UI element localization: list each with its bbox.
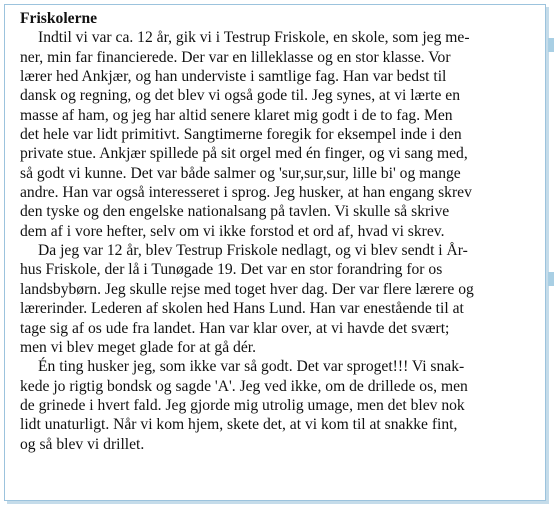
text-line: Én ting husker jeg, som ikke var så godt. Det var sproget!!! Vi snak- bbox=[38, 358, 465, 376]
text-line: ner, min far financierede. Der var en lilleklasse og en stor klasse. Vor bbox=[20, 48, 451, 66]
text-line: Indtil vi var ca. 12 år, gik vi i Testrup Friskole, en skole, som jeg me- bbox=[38, 29, 470, 47]
text-line: den tyske og den engelske nationalsang på tavlen. Vi skulle så skrive bbox=[20, 203, 450, 221]
text-line: og så blev vi drillet. bbox=[20, 435, 145, 453]
text-line: men vi blev meget glade for at gå dér. bbox=[20, 338, 256, 356]
text-line: private stue. Ankjær spillede på sit orgel med én finger, og vi sang med, bbox=[20, 145, 468, 163]
edge-mark bbox=[548, 272, 554, 286]
text-line: lærerinder. Lederen af skolen hed Hans Lund. Han var enestående til at bbox=[20, 300, 464, 318]
text-line: masse af ham, og jeg har altid senere klaret mig godt i de to fag. Men bbox=[20, 106, 453, 124]
text-line: så godt vi kunne. Det var både salmer og 'sur,sur,sur, lille bi' og mange bbox=[20, 164, 461, 182]
text-line: lidt unaturligt. Når vi kom hjem, skete det, at vi kom til at snakke fint, bbox=[20, 416, 458, 434]
text-line: hus Friskole, der lå i Tunøgade 19. Det var en stor forandring for os bbox=[20, 261, 443, 279]
text-line: tage sig af os ude fra landet. Han var klar over, at vi havde det svært; bbox=[20, 319, 450, 337]
text-line: landsbybørn. Jeg skulle rejse med toget hver dag. Der var flere lærere og bbox=[20, 280, 474, 298]
edge-mark bbox=[548, 38, 554, 52]
text-line: de grinede i hvert fald. Jeg gjorde mig utrolig umage, men det blev nok bbox=[20, 396, 465, 414]
article-text bbox=[20, 9, 535, 454]
text-line: lærer hed Ankjær, og han underviste i samtlige fag. Han var bedst til bbox=[20, 68, 447, 86]
article-title: Friskolerne bbox=[20, 10, 98, 27]
text-line: det hele var lidt primitivt. Sangtimerne foregik for eksempel inde i den bbox=[20, 126, 462, 144]
text-line: andre. Han var også interesseret i sprog. Jeg husker, at han engang skrev bbox=[20, 184, 472, 202]
text-line: kede jo rigtig bondsk og sagde 'A'. Jeg ved ikke, om de drillede os, men bbox=[20, 377, 468, 395]
text-line: dansk og regning, og det blev vi også gode til. Jeg synes, at vi lærte en bbox=[20, 87, 461, 105]
text-line: Da jeg var 12 år, blev Testrup Friskole nedlagt, og vi blev sendt i År- bbox=[38, 242, 468, 260]
text-line: dem af i vore hefter, selv om vi ikke forstod et ord af, hvad vi skrev. bbox=[20, 222, 445, 240]
